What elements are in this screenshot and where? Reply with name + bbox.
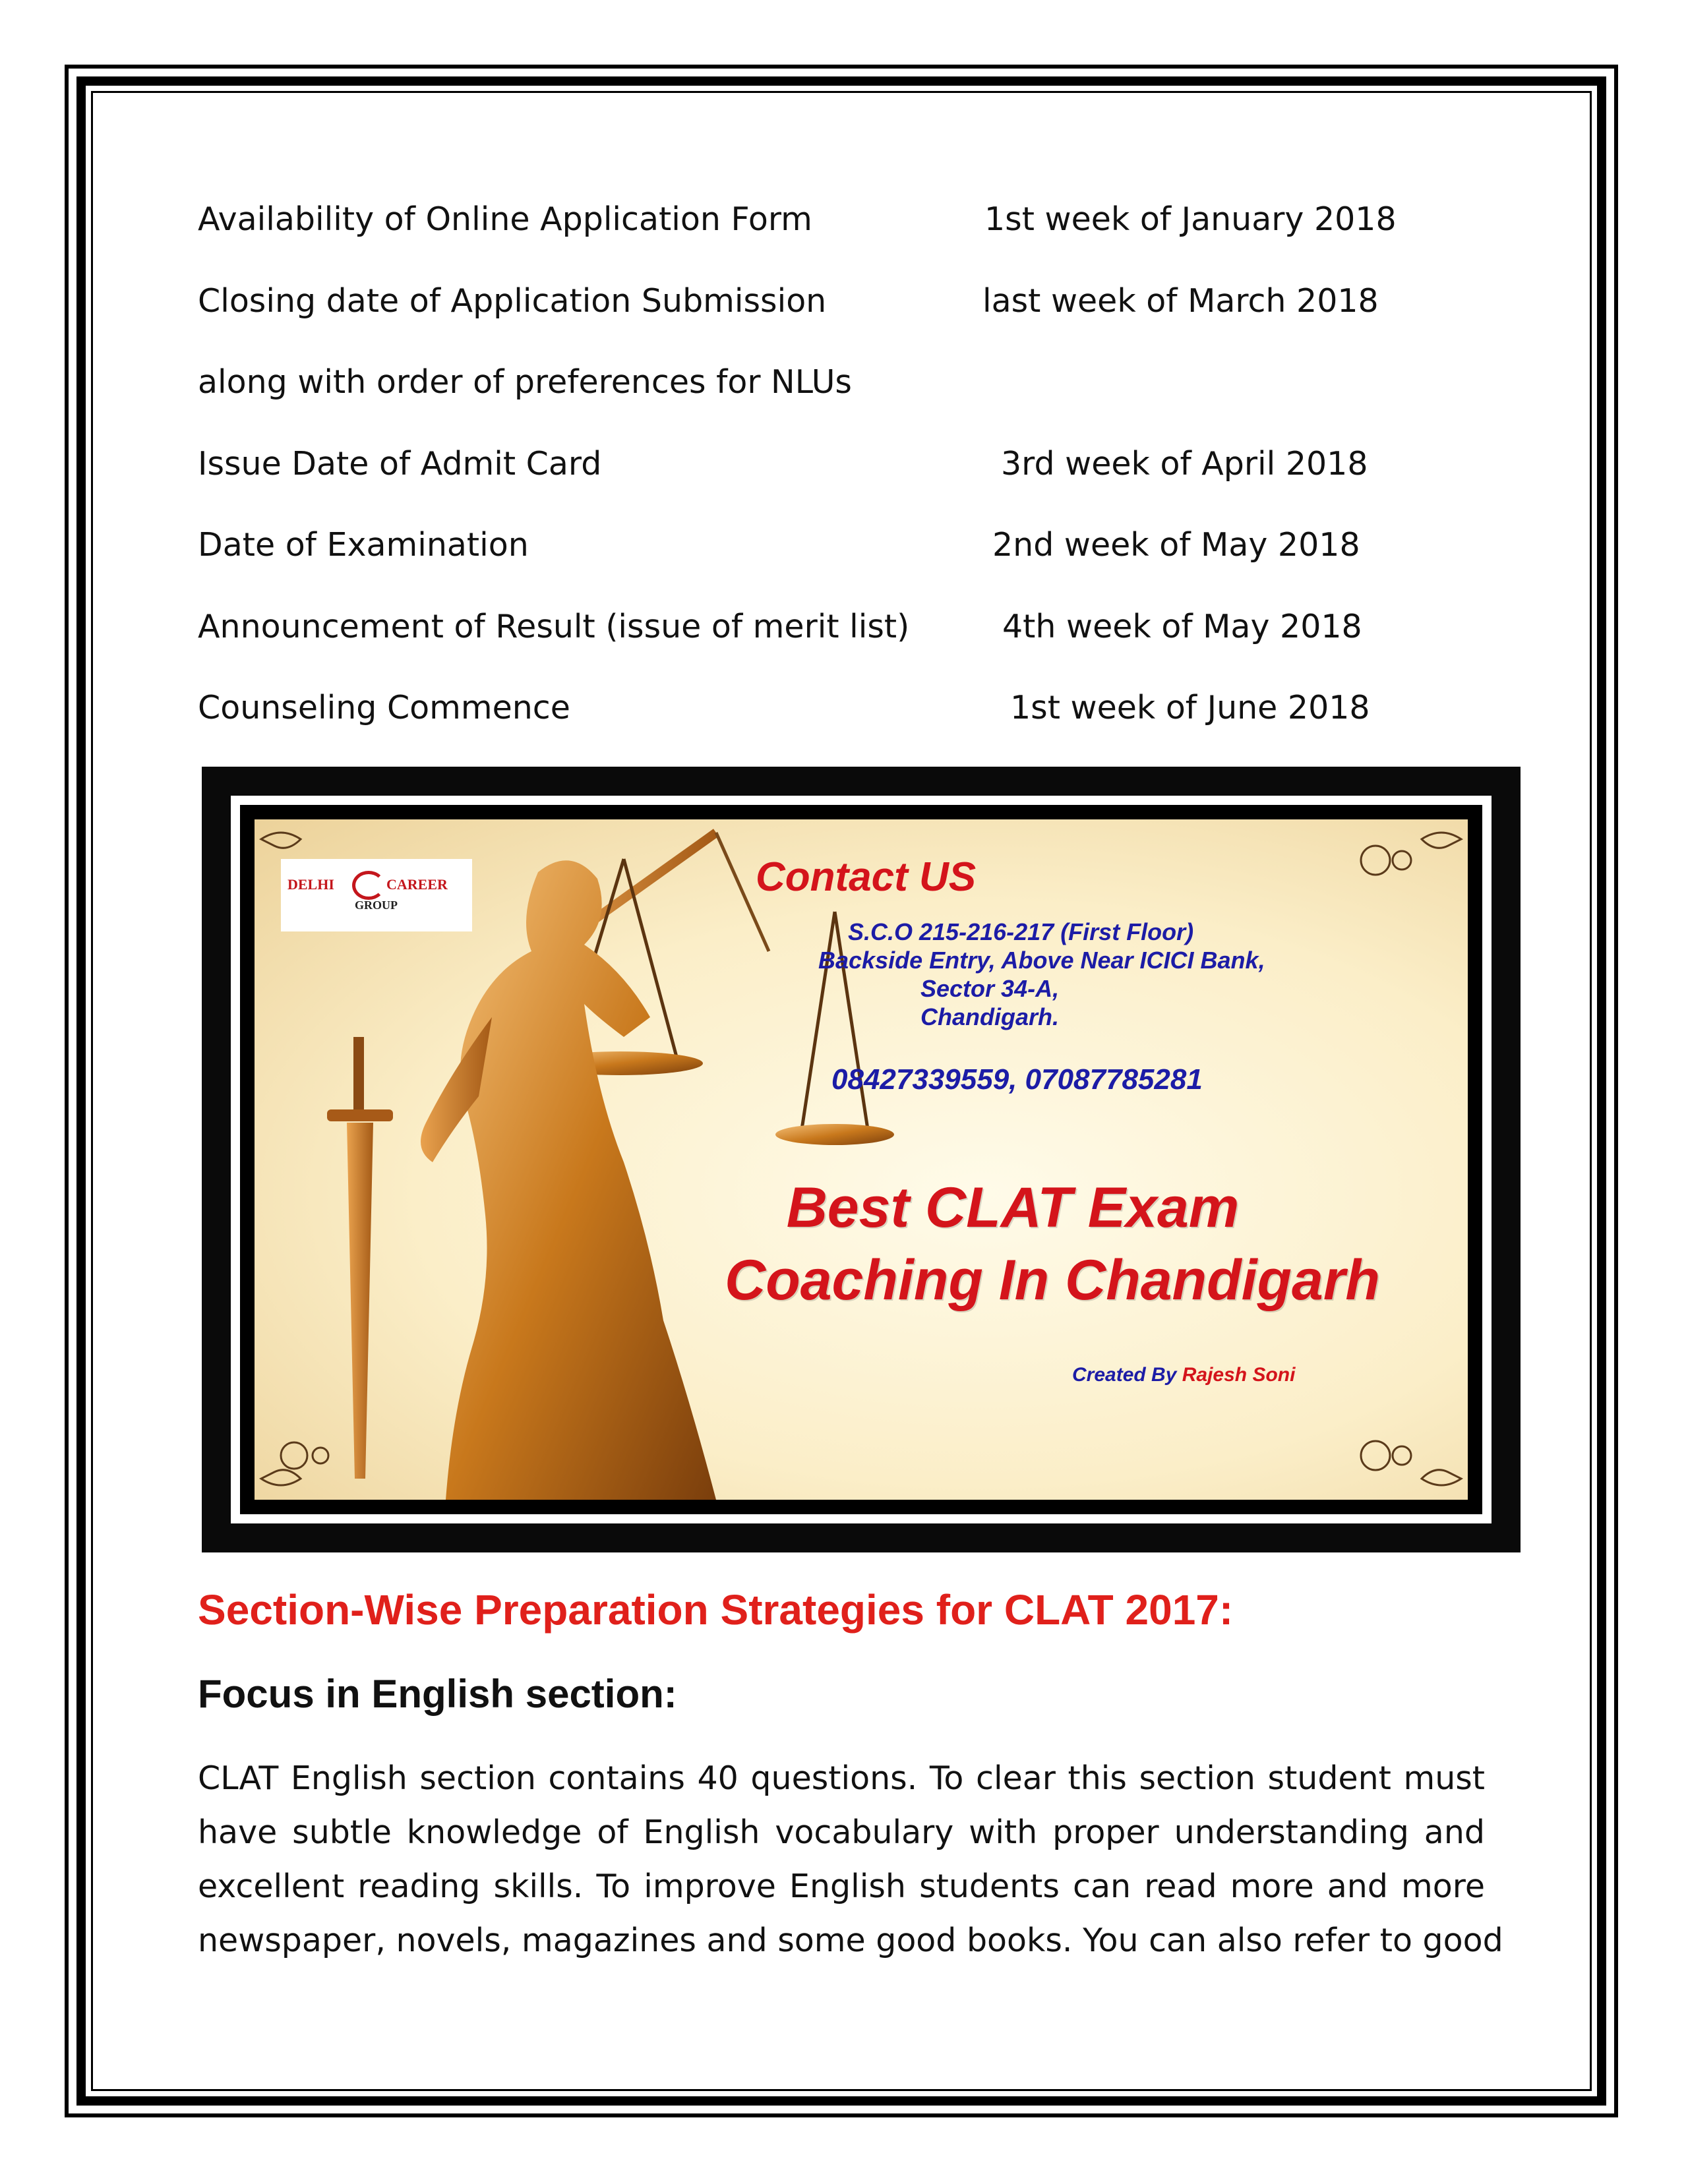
schedule-event: Issue Date of Admit Card (198, 445, 602, 483)
focus-title: Focus in English section: (198, 1672, 677, 1716)
logo-swoosh-icon (352, 871, 385, 900)
schedule-event: Counseling Commence (198, 689, 570, 726)
schedule-row (198, 282, 1451, 322)
headline-line: Coaching In Chandigarh (725, 1249, 1380, 1312)
credit-name: Rajesh Soni (1182, 1364, 1296, 1386)
schedule-date: last week of March 2018 (982, 282, 1379, 320)
address-line: S.C.O 215-216-217 (First Floor) (848, 918, 1194, 945)
schedule-row (198, 363, 1451, 403)
section-title: Section-Wise Preparation Strategies for CLAT 2017: (198, 1586, 1234, 1634)
banner-image (255, 819, 1468, 1500)
schedule-date: 4th week of May 2018 (1002, 608, 1362, 645)
schedule-event: along with order of preferences for NLUs (198, 363, 852, 401)
schedule-row (198, 608, 1451, 647)
schedule-event: Closing date of Application Submission (198, 282, 827, 320)
schedule-event: Availability of Online Application Form (198, 200, 812, 238)
address-line: Backside Entry, Above Near ICICI Bank, (818, 947, 1265, 974)
schedule-date: 3rd week of April 2018 (1001, 445, 1368, 483)
logo-text-sub: GROUP (355, 899, 398, 912)
paragraph-line: excellent reading skills. To improve English students can read more and more (198, 1868, 1485, 1905)
headline-line: Best CLAT Exam (786, 1176, 1240, 1239)
contact-title: Contact US (756, 854, 977, 900)
schedule-row (198, 689, 1451, 728)
advertisement-banner (202, 767, 1521, 1552)
schedule-date: 1st week of January 2018 (984, 200, 1397, 238)
paragraph-line: newspaper, novels, magazines and some good books. You can also refer to good (198, 1922, 1503, 1959)
phone-numbers: 08427339559, 07087785281 (831, 1063, 1203, 1096)
credit-by: Created By (1072, 1364, 1177, 1386)
delhi-career-group-logo (281, 859, 472, 931)
paragraph-line: have subtle knowledge of English vocabulary with proper understanding and (198, 1814, 1485, 1851)
schedule-date: 2nd week of May 2018 (992, 526, 1360, 564)
logo-text-left: DELHI (287, 876, 334, 893)
schedule-event: Date of Examination (198, 526, 529, 564)
schedule-row (198, 200, 1451, 240)
schedule-row (198, 526, 1451, 566)
address-line: Sector 34-A, (920, 975, 1060, 1002)
logo-text-right: CAREER (386, 876, 448, 893)
schedule-row (198, 445, 1451, 485)
schedule-date: 1st week of June 2018 (1010, 689, 1370, 726)
paragraph-line: CLAT English section contains 40 questions. To clear this section student must (198, 1759, 1485, 1797)
credit-line (1072, 1364, 1295, 1386)
schedule-event: Announcement of Result (issue of merit list) (198, 608, 910, 645)
address-line: Chandigarh. (920, 1003, 1060, 1030)
